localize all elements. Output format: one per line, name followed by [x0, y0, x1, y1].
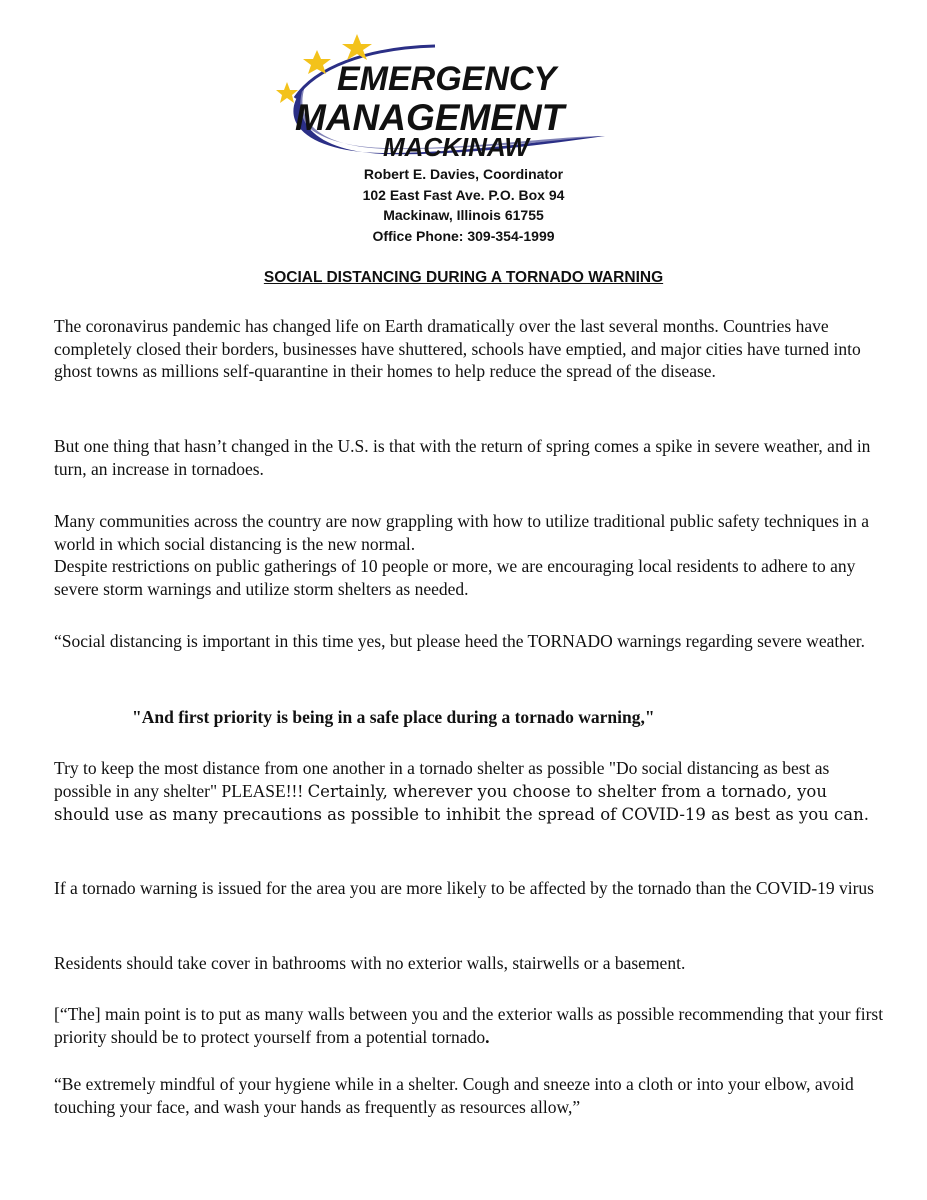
paragraph-text: “Social distancing is important in this time yes, but please heed the TORNADO warnings regarding severe weather. [54, 631, 865, 651]
paragraph-text: Try to keep the most distance from one another in a tornado shelter as possible "Do social distancing as best as possible in any shelter" PLEASE!!! [54, 758, 830, 801]
paragraph-9 [54, 1003, 884, 1048]
emergency-management-logo [265, 28, 665, 168]
paragraph-text: The coronavirus pandemic has changed life on Earth dramatically over the last several months. Countries have completely closed their borders, businesses have shuttered, schools have emptied, and major cities have turned into ghost towns as millions self-quarantine in their homes to help reduce the spread of the disease. [54, 316, 861, 381]
logo-line-1: EMERGENCY [337, 60, 557, 98]
paragraph-8 [54, 952, 884, 975]
paragraph-period: . [485, 1026, 490, 1047]
paragraph-1 [54, 315, 884, 383]
priority-quote [54, 706, 927, 729]
paragraph-text: [“The] main point is to put as many walls between you and the exterior walls as possible recommending that your first priority should be to protect yourself from a potential tornado [54, 1004, 884, 1047]
paragraph-text: Many communities across the country are now grappling with how to utilize traditional public safety techniques in a world in which social distancing is the new normal. [54, 511, 870, 554]
address-line-2: Mackinaw, Illinois 61755 [383, 207, 544, 223]
coordinator-name: Robert E. Davies, Coordinator [363, 166, 564, 182]
paragraph-text: If a tornado warning is issued for the area you are more likely to be affected by the tornado than the COVID-19 virus [54, 878, 874, 898]
contact-block [0, 164, 927, 246]
paragraph-text: But one thing that hasn’t changed in the U.S. is that with the return of spring comes a spike in severe weather, and in turn, an increase in tornadoes. [54, 436, 871, 479]
paragraph-text: “Be extremely mindful of your hygiene while in a shelter. Cough and sneeze into a cloth or into your elbow, avoid touching your face, and wash your hands as frequently as resources allow,” [54, 1074, 854, 1117]
paragraph-2 [54, 435, 884, 480]
address-line-1: 102 East Fast Ave. P.O. Box 94 [362, 186, 565, 203]
paragraph-4 [54, 630, 884, 653]
logo-line-3: MACKINAW [383, 132, 529, 162]
paragraph-7 [54, 877, 884, 900]
paragraph-text: "And first priority is being in a safe place during a tornado warning," [132, 707, 655, 727]
paragraph-text: Residents should take cover in bathrooms with no exterior walls, stairwells or a basement. [54, 953, 686, 973]
paragraph-text: Despite restrictions on public gatherings of 10 people or more, we are encouraging local residents to adhere to any severe storm warnings and utilize storm shelters as needed. [54, 556, 856, 599]
paragraph-10 [54, 1073, 884, 1118]
document-title: SOCIAL DISTANCING DURING A TORNADO WARNING [263, 269, 664, 286]
paragraph-3 [54, 510, 884, 600]
logo-graphic [265, 28, 665, 168]
precautions-text: Certainly, wherever you choose to shelter from a tornado, you should use as many precautions as possible to inhibit the spread of COVID-19 as best as you can. [54, 781, 869, 824]
paragraph-6 [54, 757, 884, 827]
office-phone: Office Phone: 309-354-1999 [372, 227, 555, 244]
logo-line-2: MANAGEMENT [295, 97, 565, 138]
